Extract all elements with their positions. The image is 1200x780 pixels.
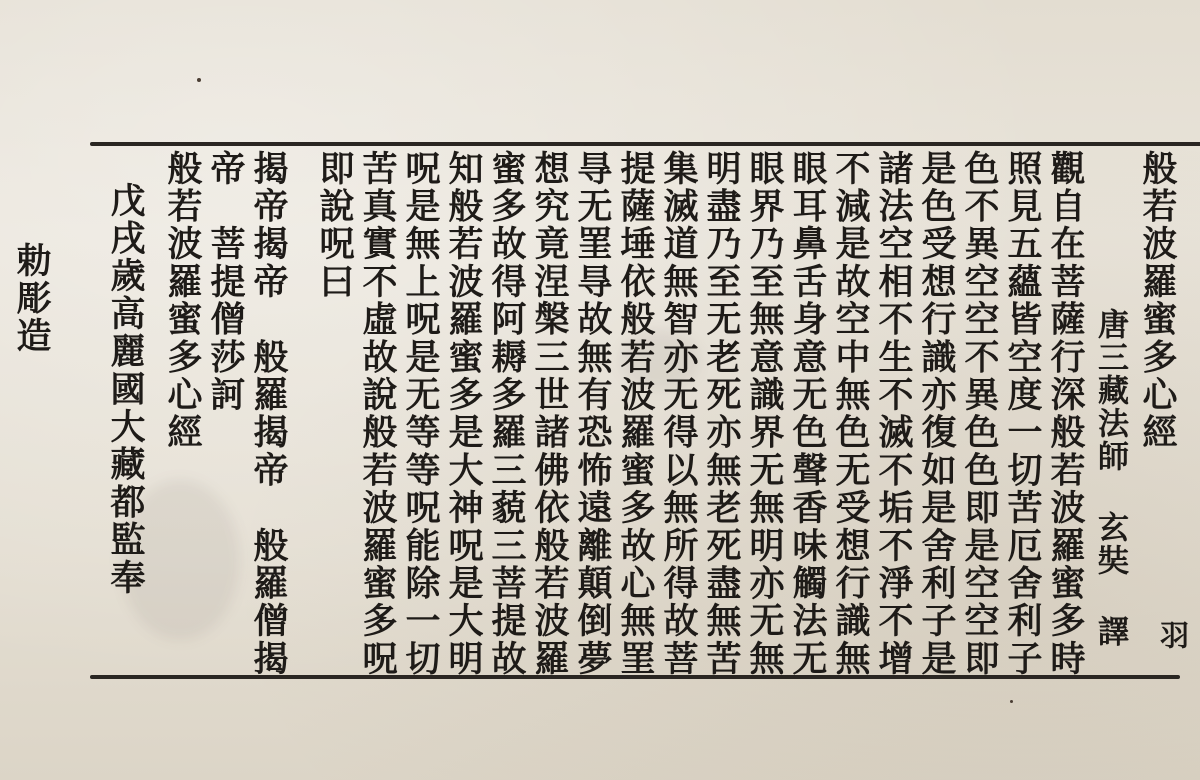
text-column-3: 色不異空空不異色色即是空空即 [959,150,1000,678]
text-column-11: 提薩埵依般若波羅蜜多故心無罣 [615,150,656,678]
colophon: 戊戌歲高麗國大藏都監奉 [105,182,146,597]
text-column-1: 觀自在菩薩行深般若波羅蜜多時 [1045,150,1086,678]
text-column-2: 照見五蘊皆空度一切苦厄舍利子 [1002,150,1043,678]
ink-speck [197,78,201,82]
page-mark: 羽 [1156,620,1190,650]
text-column-20: 帝 菩提僧莎訶 [205,150,246,414]
edict-carving-note: 勅彫造 [11,242,52,356]
text-column-7: 眼耳鼻舌身意无色聲香味觸法无 [787,150,828,678]
text-column-6: 不減是故空中無色无受想行識無 [830,150,871,678]
text-column-15: 知般若波羅蜜多是大神呪是大明 [443,150,484,678]
woodblock-print-area [60,120,1200,690]
text-column-16: 呪是無上呪是无等等呪能除一切 [400,150,441,678]
text-column-4: 是色受想行識亦復如是舍利子是 [916,150,957,678]
text-column-19: 揭帝揭帝 般羅揭帝 般羅僧揭 [248,150,289,678]
top-border-rule [90,142,1200,146]
text-column-14: 蜜多故得阿耨多羅三藐三菩提故 [486,150,527,678]
ink-speck [1010,700,1013,703]
sutra-title: 般若波羅蜜多心經 [1137,150,1178,452]
closing-title: 般若波羅蜜多心經 [162,150,203,452]
translator-line: 唐三藏法師 玄奘 譯 [1092,308,1128,648]
text-column-5: 諸法空相不生不滅不垢不淨不增 [873,150,914,678]
text-column-18: 即說呪曰 [314,150,355,301]
text-column-8: 眼界乃至無意識界无無明亦无無 [744,150,785,678]
text-column-10: 集滅道無智亦无得以無所得故菩 [658,150,699,678]
text-column-12: 㝵无罣㝵故無有恐怖遠離顛倒夢 [572,150,613,678]
text-column-17: 苦真實不虛故說般若波羅蜜多呪 [357,150,398,678]
text-column-13: 想究竟涅槃三世諸佛依般若波羅 [529,150,570,678]
text-column-9: 明盡乃至无老死亦無老死盡無苦 [701,150,742,678]
